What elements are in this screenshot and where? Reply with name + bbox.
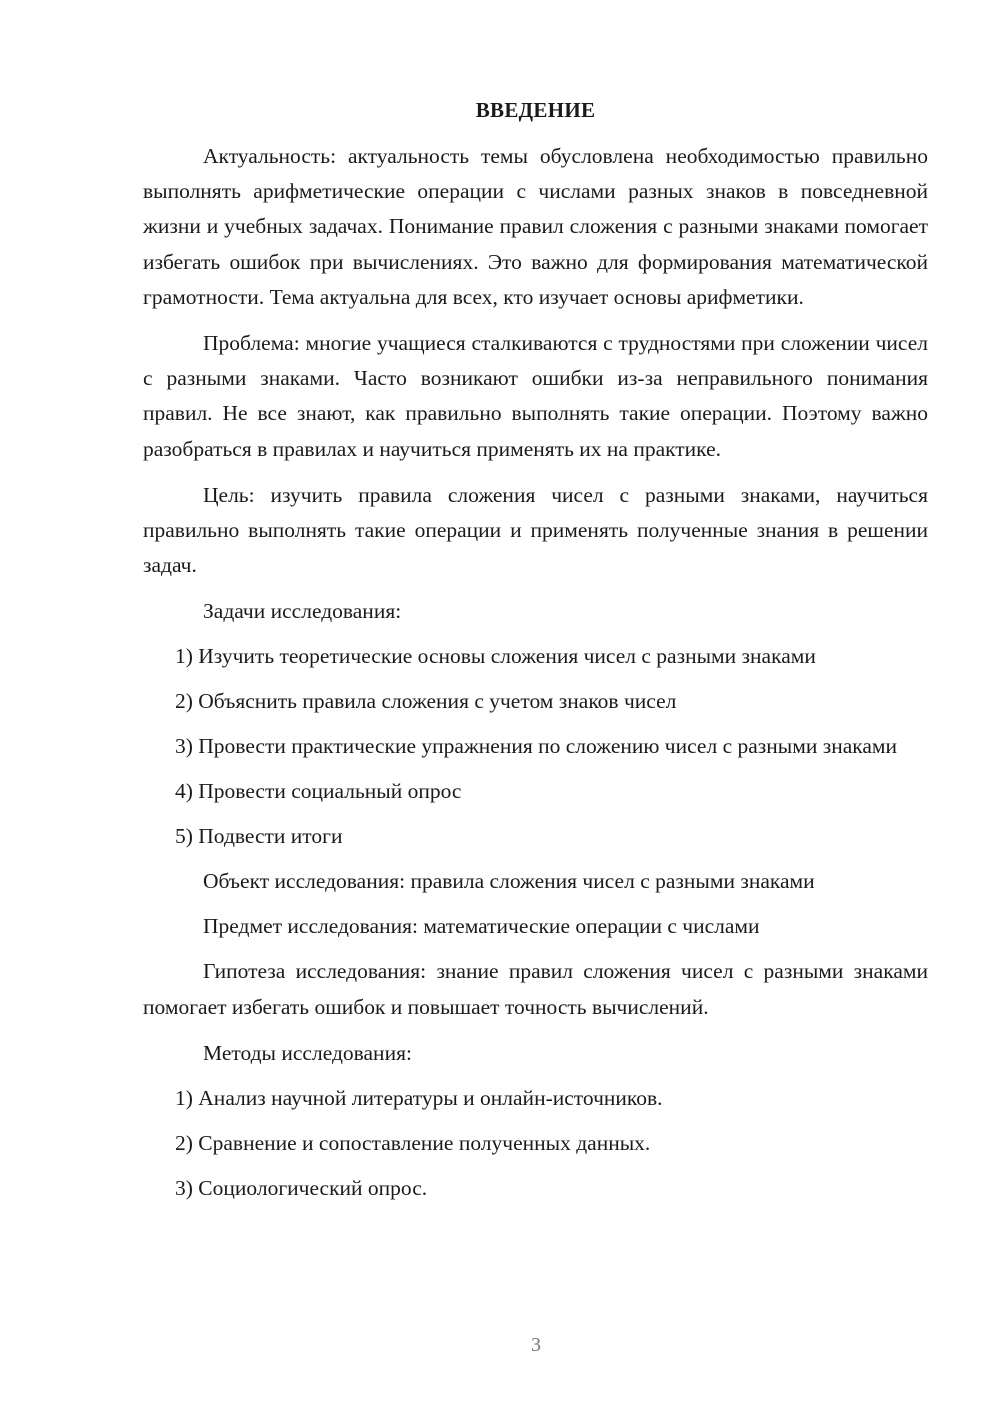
method-item: 3) Социологический опрос.: [175, 1175, 428, 1200]
problem-paragraph: Проблема: многие учащиеся сталкиваются с трудностями при сложении чисел с разными знаками. Часто возникают ошибки из-за неправильного понимания правил. Не все знают, как правильно выполнять такие операции. Поэтому важно разобраться в правилах и научиться применять их на практике.: [143, 331, 928, 461]
page-number: 3: [531, 1334, 541, 1356]
page-content: [143, 93, 928, 1216]
method-item: 2) Сравнение и сопоставление полученных данных.: [175, 1130, 651, 1155]
subject-line: Предмет исследования: математические операции с числами: [203, 914, 760, 939]
method-item: 1) Анализ научной литературы и онлайн-источников.: [175, 1085, 663, 1110]
goal-paragraph: Цель: изучить правила сложения чисел с разными знаками, научиться правильно выполнять такие операции и применять полученные знания в решении задач.: [143, 482, 928, 578]
tasks-heading: Задачи исследования:: [203, 599, 402, 624]
hypothesis-paragraph: Гипотеза исследования: знание правил сложения чисел с разными знаками помогает избегать ошибок и повышает точность вычислений.: [143, 959, 928, 1019]
task-item: 1) Изучить теоретические основы сложения чисел с разными знаками: [175, 644, 816, 669]
task-item: 3) Провести практические упражнения по сложению чисел с разными знаками: [175, 734, 898, 759]
object-line: Объект исследования: правила сложения чисел с разными знаками: [203, 869, 815, 894]
task-item: 2) Объяснить правила сложения с учетом знаков чисел: [175, 689, 677, 714]
task-item: 5) Подвести итоги: [175, 824, 343, 849]
methods-heading: Методы исследования:: [203, 1040, 412, 1065]
page-title: ВВЕДЕНИЕ: [475, 98, 596, 122]
relevance-paragraph: Актуальность: актуальность темы обусловлена необходимостью правильно выполнять арифметические операции с числами разных знаков в повседневной жизни и учебных задачах. Понимание правил сложения с разными знаками помогает избегать ошибок при вычислениях. Это важно для формирования математической грамотности. Тема актуальна для всех, кто изучает основы арифметики.: [143, 144, 928, 309]
task-item: 4) Провести социальный опрос: [175, 779, 462, 804]
